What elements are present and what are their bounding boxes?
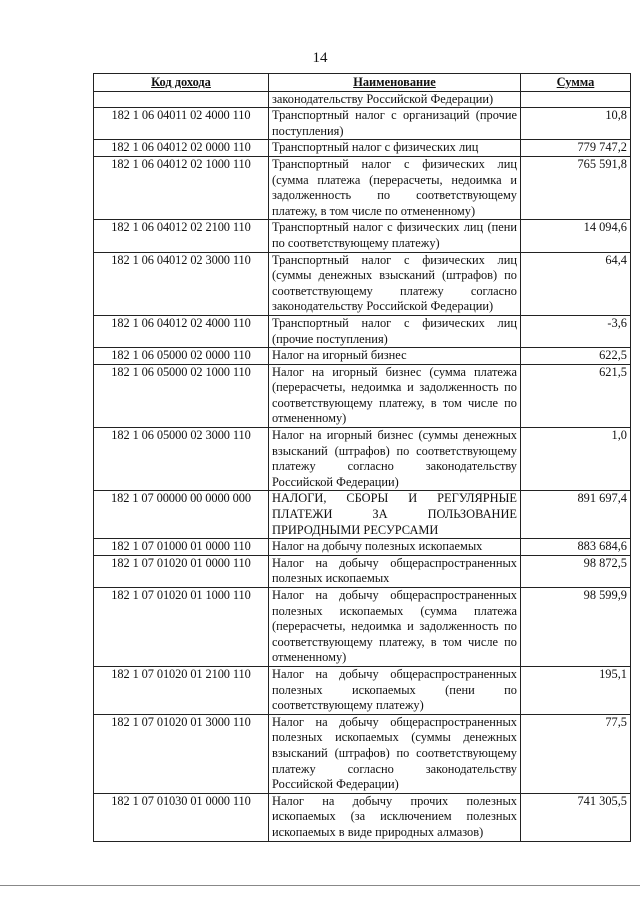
row-name: НАЛОГИ, СБОРЫ И РЕГУЛЯРНЫЕ ПЛАТЕЖИ ЗА ПОЛЬЗОВАНИЕ ПРИРОДНЫМИ РЕСУРСАМИ xyxy=(269,491,521,539)
row-sum: 883 684,6 xyxy=(521,539,631,556)
table-row xyxy=(94,793,631,841)
revenue-table xyxy=(93,73,631,842)
header-row xyxy=(94,74,631,92)
row-code: 182 1 06 05000 02 1000 110 xyxy=(94,364,269,427)
row-name: Налог на добычу общераспространенных полезных ископаемых (пени по соответствующему платежу) xyxy=(269,666,521,714)
row-name: Транспортный налог с физических лиц (суммы денежных взысканий (штрафов) по соответствующему платежу согласно законодательству Российской Федерации) xyxy=(269,252,521,315)
row-sum: 621,5 xyxy=(521,364,631,427)
row-code: 182 1 06 05000 02 0000 110 xyxy=(94,348,269,365)
table-row xyxy=(94,315,631,347)
header-sum: Сумма xyxy=(521,74,631,92)
row-code: 182 1 07 01000 01 0000 110 xyxy=(94,539,269,556)
page-bottom-rule xyxy=(0,885,640,886)
row-sum: 741 305,5 xyxy=(521,793,631,841)
table-row xyxy=(94,714,631,793)
row-sum: 195,1 xyxy=(521,666,631,714)
row-name: Налог на игорный бизнес (суммы денежных взысканий (штрафов) по соответствующему платежу согласно законодательству Российской Федерации) xyxy=(269,428,521,491)
table-row xyxy=(94,491,631,539)
row-code: 182 1 06 04011 02 4000 110 xyxy=(94,108,269,140)
table-row xyxy=(94,108,631,140)
row-code: 182 1 07 00000 00 0000 000 xyxy=(94,491,269,539)
row-sum xyxy=(521,91,631,108)
row-sum: 779 747,2 xyxy=(521,140,631,157)
row-sum: 765 591,8 xyxy=(521,156,631,219)
row-sum: 1,0 xyxy=(521,428,631,491)
row-sum: -3,6 xyxy=(521,315,631,347)
row-sum: 14 094,6 xyxy=(521,220,631,252)
row-code: 182 1 07 01020 01 3000 110 xyxy=(94,714,269,793)
row-name: Транспортный налог с физических лиц xyxy=(269,140,521,157)
header-name: Наименование xyxy=(269,74,521,92)
row-code: 182 1 07 01030 01 0000 110 xyxy=(94,793,269,841)
table-header xyxy=(94,74,631,92)
row-name: Налог на игорный бизнес (сумма платежа (перерасчеты, недоимка и задолженность по соответствующему платежу, в том числе по отмененному) xyxy=(269,364,521,427)
table-row xyxy=(94,364,631,427)
table-row xyxy=(94,220,631,252)
row-name: Налог на добычу общераспространенных полезных ископаемых (суммы денежных взысканий (штрафов) по соответствующему платежу согласно законодательству Российской Федерации) xyxy=(269,714,521,793)
row-code: 182 1 06 05000 02 3000 110 xyxy=(94,428,269,491)
row-sum: 98 872,5 xyxy=(521,555,631,587)
table-row xyxy=(94,428,631,491)
row-code xyxy=(94,91,269,108)
header-code: Код дохода xyxy=(94,74,269,92)
row-name: Налог на добычу общераспространенных полезных ископаемых (сумма платежа (перерасчеты, недоимка и задолженность по соответствующему платежу, в том числе по отмененному) xyxy=(269,588,521,667)
row-name: Налог на добычу прочих полезных ископаемых (за исключением полезных ископаемых в виде природных алмазов) xyxy=(269,793,521,841)
row-name: законодательству Российской Федерации) xyxy=(269,91,521,108)
row-name: Транспортный налог с физических лиц (сумма платежа (перерасчеты, недоимка и задолженность по соответствующему платежу, в том числе по отмененному) xyxy=(269,156,521,219)
row-sum: 98 599,9 xyxy=(521,588,631,667)
row-name: Транспортный налог с физических лиц (пени по соответствующему платежу) xyxy=(269,220,521,252)
row-sum: 891 697,4 xyxy=(521,491,631,539)
row-code: 182 1 07 01020 01 0000 110 xyxy=(94,555,269,587)
table-row xyxy=(94,588,631,667)
table-row xyxy=(94,666,631,714)
row-sum: 622,5 xyxy=(521,348,631,365)
row-code: 182 1 06 04012 02 4000 110 xyxy=(94,315,269,347)
row-code: 182 1 06 04012 02 2100 110 xyxy=(94,220,269,252)
page-number: 14 xyxy=(312,50,328,66)
row-code: 182 1 07 01020 01 1000 110 xyxy=(94,588,269,667)
table-row xyxy=(94,156,631,219)
table-row xyxy=(94,252,631,315)
table-row xyxy=(94,91,631,108)
row-code: 182 1 07 01020 01 2100 110 xyxy=(94,666,269,714)
table-row xyxy=(94,555,631,587)
row-code: 182 1 06 04012 02 3000 110 xyxy=(94,252,269,315)
row-sum: 10,8 xyxy=(521,108,631,140)
row-name: Налог на игорный бизнес xyxy=(269,348,521,365)
row-code: 182 1 06 04012 02 1000 110 xyxy=(94,156,269,219)
row-name: Налог на добычу полезных ископаемых xyxy=(269,539,521,556)
row-name: Транспортный налог с организаций (прочие поступления) xyxy=(269,108,521,140)
row-name: Транспортный налог с физических лиц (прочие поступления) xyxy=(269,315,521,347)
row-code: 182 1 06 04012 02 0000 110 xyxy=(94,140,269,157)
table-row xyxy=(94,348,631,365)
row-name: Налог на добычу общераспространенных полезных ископаемых xyxy=(269,555,521,587)
row-sum: 77,5 xyxy=(521,714,631,793)
table-row xyxy=(94,539,631,556)
table-row xyxy=(94,140,631,157)
row-sum: 64,4 xyxy=(521,252,631,315)
